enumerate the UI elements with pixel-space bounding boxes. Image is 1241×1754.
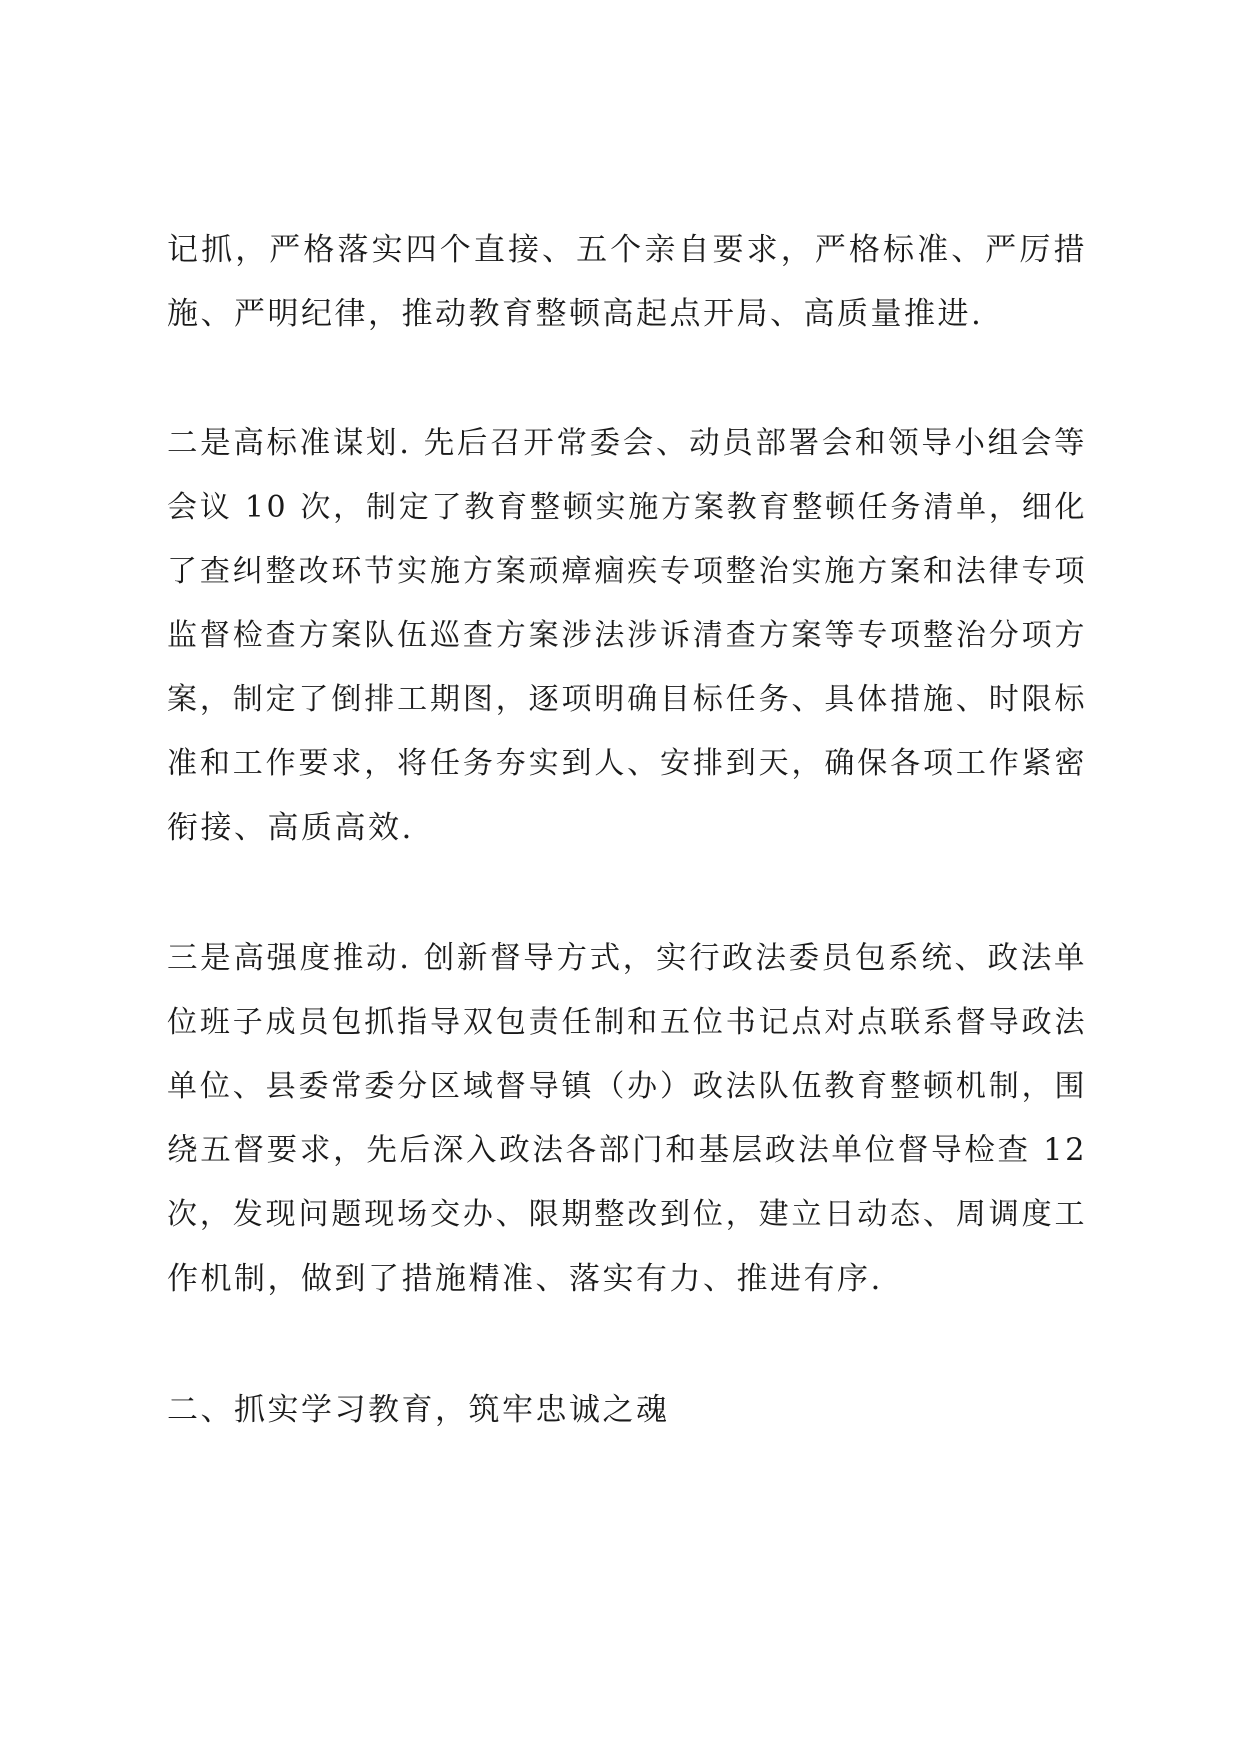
- paragraph-line: 施、严明纪律，推动教育整顿高起点开局、高质量推进.: [167, 296, 984, 332]
- section-heading: [167, 1378, 1087, 1442]
- paragraph-line: 二是高标准谋划. 先后召开常委会、动员部署会和领导小组会等: [167, 426, 1087, 461]
- paragraph-line: 衔接、高质高效.: [167, 810, 414, 846]
- paragraph-line: 次，发现问题现场交办、限期整改到位，建立日动态、周调度工: [167, 1197, 1087, 1232]
- paragraph-line: 会议 10 次，制定了教育整顿实施方案教育整顿任务清单，细化: [167, 490, 1087, 525]
- paragraph-3: [167, 927, 1087, 1311]
- paragraph-line: 单位、县委常委分区域督导镇（办）政法队伍教育整顿机制，围: [167, 1069, 1087, 1104]
- paragraph-line: 准和工作要求，将任务夯实到人、安排到天，确保各项工作紧密: [167, 746, 1087, 781]
- section-heading-text: 二、抓实学习教育，筑牢忠诚之魂: [167, 1392, 670, 1428]
- paragraph-line: 绕五督要求，先后深入政法各部门和基层政法单位督导检查 12: [167, 1133, 1087, 1168]
- paragraph-line: 案，制定了倒排工期图，逐项明确目标任务、具体措施、时限标: [167, 682, 1087, 717]
- paragraph-line: 三是高强度推动. 创新督导方式，实行政法委员包系统、政法单: [167, 941, 1087, 976]
- paragraph-line: 记抓，严格落实四个直接、五个亲自要求，严格标准、严厉措: [167, 232, 1087, 268]
- paragraph-2: [167, 412, 1087, 860]
- paragraph-line: 作机制，做到了措施精准、落实有力、推进有序.: [167, 1261, 883, 1297]
- paragraph-line: 监督检查方案队伍巡查方案涉法涉诉清查方案等专项整治分项方: [167, 618, 1087, 653]
- paragraph-line: 了查纠整改环节实施方案顽瘴痼疾专项整治实施方案和法律专项: [167, 554, 1087, 589]
- paragraph-line: 位班子成员包抓指导双包责任制和五位书记点对点联系督导政法: [167, 1005, 1087, 1040]
- paragraph-1: [167, 218, 1087, 346]
